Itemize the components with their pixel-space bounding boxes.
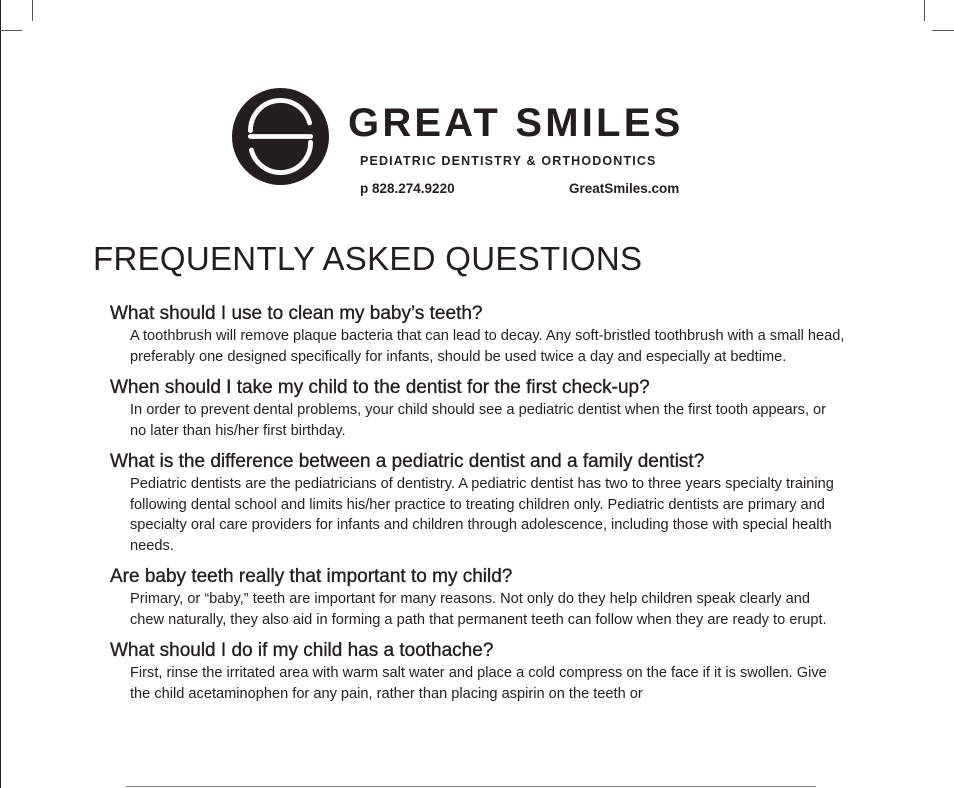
phone-number: p 828.274.9220	[360, 181, 455, 196]
faq-answer: In order to prevent dental problems, your child should see a pediatric dentist when the first tooth appears, or no later than his/her first birthday.	[130, 402, 827, 439]
crop-mark	[924, 0, 925, 21]
faq-list	[110, 301, 850, 712]
page-edge	[0, 0, 1, 788]
faq-item	[110, 301, 850, 367]
crop-mark	[0, 30, 22, 31]
faq-question: What is the difference between a pediatric dentist and a family dentist?	[110, 451, 705, 472]
page-title: FREQUENTLY ASKED QUESTIONS	[93, 240, 643, 277]
website-address: GreatSmiles.com	[569, 181, 680, 196]
faq-item	[110, 375, 850, 441]
crop-mark	[932, 30, 954, 31]
great-smiles-logo-icon	[232, 88, 329, 185]
crop-mark	[32, 0, 33, 21]
brand-tagline: PEDIATRIC DENTISTRY & ORTHODONTICS	[360, 154, 657, 168]
faq-question: What should I do if my child has a toothache?	[110, 640, 494, 661]
brand-name: GREAT SMILES	[348, 101, 684, 145]
faq-item	[110, 564, 850, 630]
faq-answer: First, rinse the irritated area with warm salt water and place a cold compress on the face if it is swollen. Give the child acetaminophen for any pain, rather than placing aspirin on the teeth or	[130, 665, 827, 702]
faq-question: Are baby teeth really that important to my child?	[110, 566, 513, 587]
faq-question: When should I take my child to the dentist for the first check-up?	[110, 377, 650, 398]
faq-item	[110, 638, 850, 704]
faq-answer: Pediatric dentists are the pediatricians of dentistry. A pediatric dentist has two to three years specialty training following dental school and limits his/her practice to treating children only. Pediatric dentists are primary and specialty oral care providers for infants and children through adolescence, including those with special health needs.	[130, 476, 834, 554]
faq-answer: A toothbrush will remove plaque bacteria that can lead to decay. Any soft-bristled toothbrush with a small head, preferably one designed specifically for infants, should be used twice a day and especially at bedtime.	[130, 328, 845, 365]
faq-answer: Primary, or “baby,” teeth are important for many reasons. Not only do they help children speak clearly and chew naturally, they also aid in forming a path that permanent teeth can follow when they are ready to erupt.	[130, 591, 827, 628]
divider	[126, 786, 816, 787]
faq-item	[110, 449, 850, 556]
faq-question: What should I use to clean my baby’s teeth?	[110, 303, 483, 324]
